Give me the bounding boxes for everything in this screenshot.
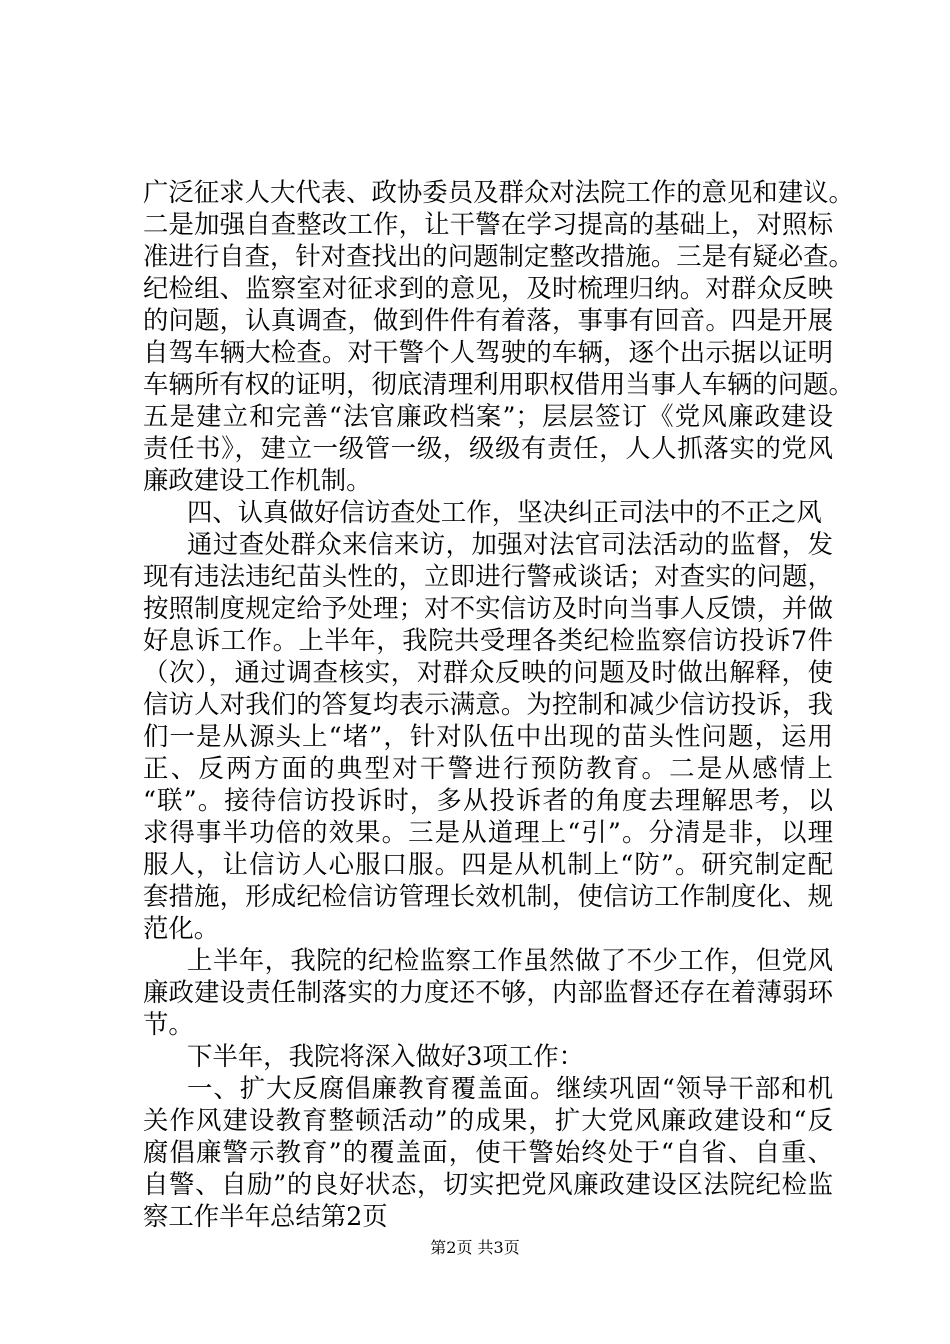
- text-line: （次），通过调查核实，对群众反映的问题及时做出解释，使: [143, 657, 833, 687]
- text-line: 节。: [143, 1009, 194, 1039]
- page-footer: 第2页 共3页: [430, 1238, 520, 1257]
- text-line: 通过查处群众来信来访，加强对法官司法活动的监督，发: [187, 529, 833, 559]
- text-line: 二是加强自查整改工作，让干警在学习提高的基础上，对照标: [143, 209, 833, 239]
- text-line: 责任书》，建立一级管一级，级级有责任，人人抓落实的党风: [143, 433, 833, 463]
- text-line: 自驾车辆大检查。对干警个人驾驶的车辆，逐个出示据以证明: [143, 337, 833, 367]
- text-line: 下半年，我院将深入做好3项工作：: [187, 1041, 585, 1071]
- text-line: 好息诉工作。上半年，我院共受理各类纪检监察信访投诉7件: [143, 625, 833, 655]
- text-line: 的问题，认真调查，做到件件有着落，事事有回音。四是开展: [143, 305, 833, 335]
- text-line: 现有违法违纪苗头性的，立即进行警戒谈话；对查实的问题，: [143, 561, 833, 591]
- text-line: 准进行自查，针对查找出的问题制定整改措施。三是有疑必查。: [143, 241, 854, 271]
- text-line: 廉政建设责任制落实的力度还不够，内部监督还存在着薄弱环: [143, 977, 833, 1007]
- text-line: 套措施，形成纪检信访管理长效机制，使信访工作制度化、规: [143, 881, 833, 911]
- text-line: 纪检组、监察室对征求到的意见，及时梳理归纳。对群众反映: [143, 273, 833, 303]
- section-heading: 四、认真做好信访查处工作，坚决纠正司法中的不正之风: [187, 497, 822, 527]
- text-line: 关作风建设教育整顿活动”的成果，扩大党风廉政建设和“反: [143, 1105, 833, 1135]
- text-line: 腐倡廉警示教育”的覆盖面，使干警始终处于“自省、自重、: [143, 1137, 833, 1167]
- document-body: [143, 176, 854, 1232]
- text-line: 上半年，我院的纪检监察工作虽然做了不少工作，但党风: [187, 945, 833, 975]
- text-line: 按照制度规定给予处理；对不实信访及时向当事人反馈，并做: [143, 593, 833, 623]
- text-line: 自警、自励”的良好状态，切实把党风廉政建设区法院纪检监: [143, 1169, 833, 1199]
- text-line: 正、反两方面的典型对干警进行预防教育。二是从感情上: [143, 753, 833, 783]
- text-line: 求得事半功倍的效果。三是从道理上“引”。分清是非，以理: [143, 817, 833, 847]
- text-line: 车辆所有权的证明，彻底清理利用职权借用当事人车辆的问题。: [143, 369, 854, 399]
- text-line: 一、扩大反腐倡廉教育覆盖面。继续巩固“领导干部和机: [187, 1073, 833, 1103]
- text-line: 廉政建设工作机制。: [143, 465, 372, 495]
- text-line: 察工作半年总结第2页: [143, 1201, 388, 1231]
- text-line: 们一是从源头上“堵”，针对队伍中出现的苗头性问题，运用: [143, 721, 833, 751]
- text-line: 范化。: [143, 913, 220, 943]
- text-line: 五是建立和完善“法官廉政档案”；层层签订《党风廉政建设: [143, 401, 833, 431]
- text-line: 服人，让信访人心服口服。四是从机制上“防”。研究制定配: [143, 849, 833, 879]
- text-line: 信访人对我们的答复均表示满意。为控制和减少信访投诉，我: [143, 689, 833, 719]
- text-line: “联”。接待信访投诉时，多从投诉者的角度去理解思考，以: [143, 785, 833, 815]
- text-line: 广泛征求人大代表、政协委员及群众对法院工作的意见和建议。: [143, 177, 854, 207]
